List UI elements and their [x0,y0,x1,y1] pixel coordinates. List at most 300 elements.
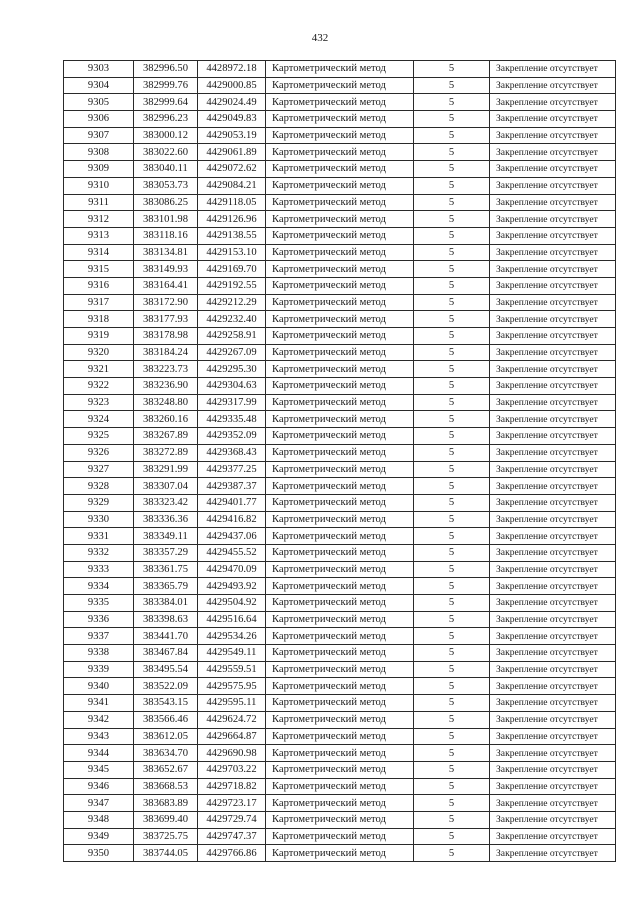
accuracy-cell: 5 [414,695,490,712]
table-row [64,511,616,528]
fixation-note-cell: Закрепление отсутствует [490,511,616,528]
page-number: 432 [311,32,329,44]
table-row [64,394,616,411]
y-coordinate-cell: 4429416.82 [198,511,266,528]
fixation-note-cell: Закрепление отсутствует [490,361,616,378]
y-coordinate-cell: 4429317.99 [198,394,266,411]
method-cell: Картометрический метод [266,211,414,228]
fixation-note-cell: Закрепление отсутствует [490,378,616,395]
y-coordinate-cell: 4429169.70 [198,261,266,278]
y-coordinate-cell: 4429766.86 [198,845,266,862]
method-cell: Картометрический метод [266,311,414,328]
y-coordinate-cell: 4429352.09 [198,428,266,445]
y-coordinate-cell: 4429153.10 [198,244,266,261]
point-number-cell: 9320 [64,344,134,361]
y-coordinate-cell: 4429470.09 [198,561,266,578]
x-coordinate-cell: 383634.70 [134,745,198,762]
method-cell: Картометрический метод [266,828,414,845]
table-row [64,528,616,545]
x-coordinate-cell: 383164.41 [134,277,198,294]
table-body [64,61,616,862]
point-number-cell: 9318 [64,311,134,328]
point-number-cell: 9330 [64,511,134,528]
x-coordinate-cell: 383177.93 [134,311,198,328]
point-number-cell: 9339 [64,661,134,678]
x-coordinate-cell: 383384.01 [134,595,198,612]
table-row [64,761,616,778]
point-number-cell: 9316 [64,277,134,294]
table-row [64,795,616,812]
x-coordinate-cell: 383357.29 [134,544,198,561]
fixation-note-cell: Закрепление отсутствует [490,127,616,144]
table-row [64,344,616,361]
fixation-note-cell: Закрепление отсутствует [490,628,616,645]
fixation-note-cell: Закрепление отсутствует [490,761,616,778]
fixation-note-cell: Закрепление отсутствует [490,828,616,845]
table-row [64,428,616,445]
y-coordinate-cell: 4429387.37 [198,478,266,495]
point-number-cell: 9337 [64,628,134,645]
table-row [64,645,616,662]
fixation-note-cell: Закрепление отсутствует [490,111,616,128]
fixation-note-cell: Закрепление отсутствует [490,461,616,478]
fixation-note-cell: Закрепление отсутствует [490,394,616,411]
y-coordinate-cell: 4429493.92 [198,578,266,595]
table-row [64,111,616,128]
table-row [64,678,616,695]
fixation-note-cell: Закрепление отсутствует [490,144,616,161]
point-number-cell: 9331 [64,528,134,545]
y-coordinate-cell: 4429703.22 [198,761,266,778]
fixation-note-cell: Закрепление отсутствует [490,294,616,311]
accuracy-cell: 5 [414,611,490,628]
x-coordinate-cell: 383612.05 [134,728,198,745]
method-cell: Картометрический метод [266,294,414,311]
fixation-note-cell: Закрепление отсутствует [490,494,616,511]
accuracy-cell: 5 [414,578,490,595]
y-coordinate-cell: 4429053.19 [198,127,266,144]
accuracy-cell: 5 [414,444,490,461]
method-cell: Картометрический метод [266,528,414,545]
fixation-note-cell: Закрепление отсутствует [490,411,616,428]
point-number-cell: 9347 [64,795,134,812]
method-cell: Картометрический метод [266,261,414,278]
fixation-note-cell: Закрепление отсутствует [490,728,616,745]
method-cell: Картометрический метод [266,711,414,728]
table-row [64,544,616,561]
point-number-cell: 9338 [64,645,134,662]
table-row [64,695,616,712]
table-row [64,144,616,161]
y-coordinate-cell: 4429723.17 [198,795,266,812]
method-cell: Картометрический метод [266,845,414,862]
x-coordinate-cell: 383652.67 [134,761,198,778]
method-cell: Картометрический метод [266,277,414,294]
fixation-note-cell: Закрепление отсутствует [490,795,616,812]
accuracy-cell: 5 [414,745,490,762]
x-coordinate-cell: 383441.70 [134,628,198,645]
accuracy-cell: 5 [414,845,490,862]
fixation-note-cell: Закрепление отсутствует [490,845,616,862]
method-cell: Картометрический метод [266,177,414,194]
fixation-note-cell: Закрепление отсутствует [490,695,616,712]
point-number-cell: 9349 [64,828,134,845]
x-coordinate-cell: 383118.16 [134,227,198,244]
method-cell: Картометрический метод [266,478,414,495]
fixation-note-cell: Закрепление отсутствует [490,611,616,628]
y-coordinate-cell: 4429368.43 [198,444,266,461]
method-cell: Картометрический метод [266,494,414,511]
fixation-note-cell: Закрепление отсутствует [490,711,616,728]
x-coordinate-cell: 382999.64 [134,94,198,111]
method-cell: Картометрический метод [266,161,414,178]
method-cell: Картометрический метод [266,411,414,428]
point-number-cell: 9307 [64,127,134,144]
point-number-cell: 9341 [64,695,134,712]
method-cell: Картометрический метод [266,227,414,244]
x-coordinate-cell: 383172.90 [134,294,198,311]
table-row [64,611,616,628]
method-cell: Картометрический метод [266,628,414,645]
x-coordinate-cell: 383291.99 [134,461,198,478]
method-cell: Картометрический метод [266,127,414,144]
fixation-note-cell: Закрепление отсутствует [490,344,616,361]
x-coordinate-cell: 383260.16 [134,411,198,428]
x-coordinate-cell: 383543.15 [134,695,198,712]
method-cell: Картометрический метод [266,695,414,712]
x-coordinate-cell: 382996.23 [134,111,198,128]
accuracy-cell: 5 [414,595,490,612]
y-coordinate-cell: 4429624.72 [198,711,266,728]
y-coordinate-cell: 4429504.92 [198,595,266,612]
table-row [64,127,616,144]
fixation-note-cell: Закрепление отсутствует [490,645,616,662]
accuracy-cell: 5 [414,61,490,78]
x-coordinate-cell: 383022.60 [134,144,198,161]
fixation-note-cell: Закрепление отсутствует [490,328,616,345]
point-number-cell: 9306 [64,111,134,128]
table-row [64,244,616,261]
accuracy-cell: 5 [414,194,490,211]
y-coordinate-cell: 4429455.52 [198,544,266,561]
fixation-note-cell: Закрепление отсутствует [490,745,616,762]
x-coordinate-cell: 383336.36 [134,511,198,528]
y-coordinate-cell: 4429516.64 [198,611,266,628]
point-number-cell: 9310 [64,177,134,194]
x-coordinate-cell: 383184.24 [134,344,198,361]
fixation-note-cell: Закрепление отсутствует [490,244,616,261]
accuracy-cell: 5 [414,811,490,828]
point-number-cell: 9325 [64,428,134,445]
x-coordinate-cell: 383398.63 [134,611,198,628]
point-number-cell: 9321 [64,361,134,378]
x-coordinate-cell: 383272.89 [134,444,198,461]
method-cell: Картометрический метод [266,511,414,528]
x-coordinate-cell: 383178.98 [134,328,198,345]
fixation-note-cell: Закрепление отсутствует [490,428,616,445]
method-cell: Картометрический метод [266,778,414,795]
point-number-cell: 9304 [64,77,134,94]
point-number-cell: 9344 [64,745,134,762]
accuracy-cell: 5 [414,494,490,511]
fixation-note-cell: Закрепление отсутствует [490,678,616,695]
table-row [64,444,616,461]
accuracy-cell: 5 [414,645,490,662]
table-row [64,411,616,428]
fixation-note-cell: Закрепление отсутствует [490,478,616,495]
point-number-cell: 9328 [64,478,134,495]
point-number-cell: 9333 [64,561,134,578]
table-row [64,378,616,395]
x-coordinate-cell: 383223.73 [134,361,198,378]
point-number-cell: 9309 [64,161,134,178]
x-coordinate-cell: 383566.46 [134,711,198,728]
fixation-note-cell: Закрепление отсутствует [490,444,616,461]
x-coordinate-cell: 383349.11 [134,528,198,545]
table-row [64,628,616,645]
method-cell: Картометрический метод [266,795,414,812]
y-coordinate-cell: 4429690.98 [198,745,266,762]
method-cell: Картометрический метод [266,645,414,662]
y-coordinate-cell: 4429118.05 [198,194,266,211]
point-number-cell: 9334 [64,578,134,595]
y-coordinate-cell: 4429595.11 [198,695,266,712]
method-cell: Картометрический метод [266,394,414,411]
point-number-cell: 9319 [64,328,134,345]
y-coordinate-cell: 4429534.26 [198,628,266,645]
method-cell: Картометрический метод [266,595,414,612]
fixation-note-cell: Закрепление отсутствует [490,177,616,194]
point-number-cell: 9343 [64,728,134,745]
accuracy-cell: 5 [414,211,490,228]
accuracy-cell: 5 [414,778,490,795]
table-row [64,361,616,378]
accuracy-cell: 5 [414,711,490,728]
fixation-note-cell: Закрепление отсутствует [490,311,616,328]
method-cell: Картометрический метод [266,378,414,395]
fixation-note-cell: Закрепление отсутствует [490,194,616,211]
x-coordinate-cell: 383467.84 [134,645,198,662]
method-cell: Картометрический метод [266,811,414,828]
point-number-cell: 9323 [64,394,134,411]
table-row [64,778,616,795]
y-coordinate-cell: 4429335.48 [198,411,266,428]
fixation-note-cell: Закрепление отсутствует [490,227,616,244]
point-number-cell: 9336 [64,611,134,628]
fixation-note-cell: Закрепление отсутствует [490,595,616,612]
y-coordinate-cell: 4429549.11 [198,645,266,662]
point-number-cell: 9314 [64,244,134,261]
accuracy-cell: 5 [414,244,490,261]
x-coordinate-cell: 383134.81 [134,244,198,261]
y-coordinate-cell: 4429061.89 [198,144,266,161]
method-cell: Картометрический метод [266,77,414,94]
method-cell: Картометрический метод [266,61,414,78]
accuracy-cell: 5 [414,111,490,128]
fixation-note-cell: Закрепление отсутствует [490,161,616,178]
fixation-note-cell: Закрепление отсутствует [490,661,616,678]
table-row [64,728,616,745]
x-coordinate-cell: 383725.75 [134,828,198,845]
accuracy-cell: 5 [414,394,490,411]
point-number-cell: 9332 [64,544,134,561]
point-number-cell: 9329 [64,494,134,511]
method-cell: Картометрический метод [266,728,414,745]
point-number-cell: 9308 [64,144,134,161]
point-number-cell: 9311 [64,194,134,211]
y-coordinate-cell: 4429138.55 [198,227,266,244]
method-cell: Картометрический метод [266,745,414,762]
x-coordinate-cell: 382996.50 [134,61,198,78]
accuracy-cell: 5 [414,761,490,778]
x-coordinate-cell: 383365.79 [134,578,198,595]
y-coordinate-cell: 4429747.37 [198,828,266,845]
x-coordinate-cell: 383000.12 [134,127,198,144]
table-row [64,828,616,845]
table-row [64,461,616,478]
x-coordinate-cell: 383248.80 [134,394,198,411]
y-coordinate-cell: 4429024.49 [198,94,266,111]
fixation-note-cell: Закрепление отсутствует [490,77,616,94]
y-coordinate-cell: 4429377.25 [198,461,266,478]
fixation-note-cell: Закрепление отсутствует [490,544,616,561]
table-row [64,227,616,244]
point-number-cell: 9317 [64,294,134,311]
method-cell: Картометрический метод [266,328,414,345]
accuracy-cell: 5 [414,227,490,244]
point-number-cell: 9322 [64,378,134,395]
accuracy-cell: 5 [414,294,490,311]
method-cell: Картометрический метод [266,561,414,578]
x-coordinate-cell: 383053.73 [134,177,198,194]
point-number-cell: 9305 [64,94,134,111]
table-row [64,661,616,678]
method-cell: Картометрический метод [266,244,414,261]
point-number-cell: 9340 [64,678,134,695]
y-coordinate-cell: 4429232.40 [198,311,266,328]
accuracy-cell: 5 [414,177,490,194]
y-coordinate-cell: 4429084.21 [198,177,266,194]
point-number-cell: 9303 [64,61,134,78]
fixation-note-cell: Закрепление отсутствует [490,811,616,828]
table-row [64,478,616,495]
y-coordinate-cell: 4429192.55 [198,277,266,294]
point-number-cell: 9335 [64,595,134,612]
accuracy-cell: 5 [414,261,490,278]
x-coordinate-cell: 383236.90 [134,378,198,395]
method-cell: Картометрический метод [266,611,414,628]
table-row [64,311,616,328]
accuracy-cell: 5 [414,828,490,845]
table-row [64,161,616,178]
accuracy-cell: 5 [414,561,490,578]
x-coordinate-cell: 383040.11 [134,161,198,178]
accuracy-cell: 5 [414,478,490,495]
y-coordinate-cell: 4429267.09 [198,344,266,361]
accuracy-cell: 5 [414,161,490,178]
point-number-cell: 9313 [64,227,134,244]
fixation-note-cell: Закрепление отсутствует [490,261,616,278]
x-coordinate-cell: 383149.93 [134,261,198,278]
table-row [64,578,616,595]
table-row [64,211,616,228]
accuracy-cell: 5 [414,311,490,328]
accuracy-cell: 5 [414,511,490,528]
accuracy-cell: 5 [414,411,490,428]
y-coordinate-cell: 4429072.62 [198,161,266,178]
point-number-cell: 9348 [64,811,134,828]
table-row [64,177,616,194]
fixation-note-cell: Закрепление отсутствует [490,561,616,578]
accuracy-cell: 5 [414,378,490,395]
table-row [64,94,616,111]
method-cell: Картометрический метод [266,344,414,361]
accuracy-cell: 5 [414,428,490,445]
x-coordinate-cell: 383683.89 [134,795,198,812]
x-coordinate-cell: 383744.05 [134,845,198,862]
method-cell: Картометрический метод [266,361,414,378]
x-coordinate-cell: 383307.04 [134,478,198,495]
method-cell: Картометрический метод [266,428,414,445]
x-coordinate-cell: 383086.25 [134,194,198,211]
y-coordinate-cell: 4429000.85 [198,77,266,94]
accuracy-cell: 5 [414,678,490,695]
table-row [64,61,616,78]
x-coordinate-cell: 383101.98 [134,211,198,228]
point-number-cell: 9324 [64,411,134,428]
method-cell: Картометрический метод [266,94,414,111]
y-coordinate-cell: 4429258.91 [198,328,266,345]
y-coordinate-cell: 4429664.87 [198,728,266,745]
accuracy-cell: 5 [414,94,490,111]
table-row [64,811,616,828]
fixation-note-cell: Закрепление отсутствует [490,778,616,795]
point-number-cell: 9326 [64,444,134,461]
method-cell: Картометрический метод [266,194,414,211]
accuracy-cell: 5 [414,795,490,812]
accuracy-cell: 5 [414,127,490,144]
y-coordinate-cell: 4429401.77 [198,494,266,511]
y-coordinate-cell: 4428972.18 [198,61,266,78]
method-cell: Картометрический метод [266,144,414,161]
method-cell: Картометрический метод [266,461,414,478]
x-coordinate-cell: 383361.75 [134,561,198,578]
y-coordinate-cell: 4429729.74 [198,811,266,828]
point-number-cell: 9346 [64,778,134,795]
method-cell: Картометрический метод [266,661,414,678]
accuracy-cell: 5 [414,361,490,378]
table-row [64,294,616,311]
point-number-cell: 9350 [64,845,134,862]
table-row [64,845,616,862]
accuracy-cell: 5 [414,728,490,745]
method-cell: Картометрический метод [266,544,414,561]
accuracy-cell: 5 [414,328,490,345]
y-coordinate-cell: 4429718.82 [198,778,266,795]
y-coordinate-cell: 4429304.63 [198,378,266,395]
table-row [64,711,616,728]
y-coordinate-cell: 4429126.96 [198,211,266,228]
table-row [64,328,616,345]
point-number-cell: 9327 [64,461,134,478]
accuracy-cell: 5 [414,344,490,361]
y-coordinate-cell: 4429437.06 [198,528,266,545]
y-coordinate-cell: 4429575.95 [198,678,266,695]
x-coordinate-cell: 383323.42 [134,494,198,511]
x-coordinate-cell: 383699.40 [134,811,198,828]
x-coordinate-cell: 383668.53 [134,778,198,795]
accuracy-cell: 5 [414,661,490,678]
